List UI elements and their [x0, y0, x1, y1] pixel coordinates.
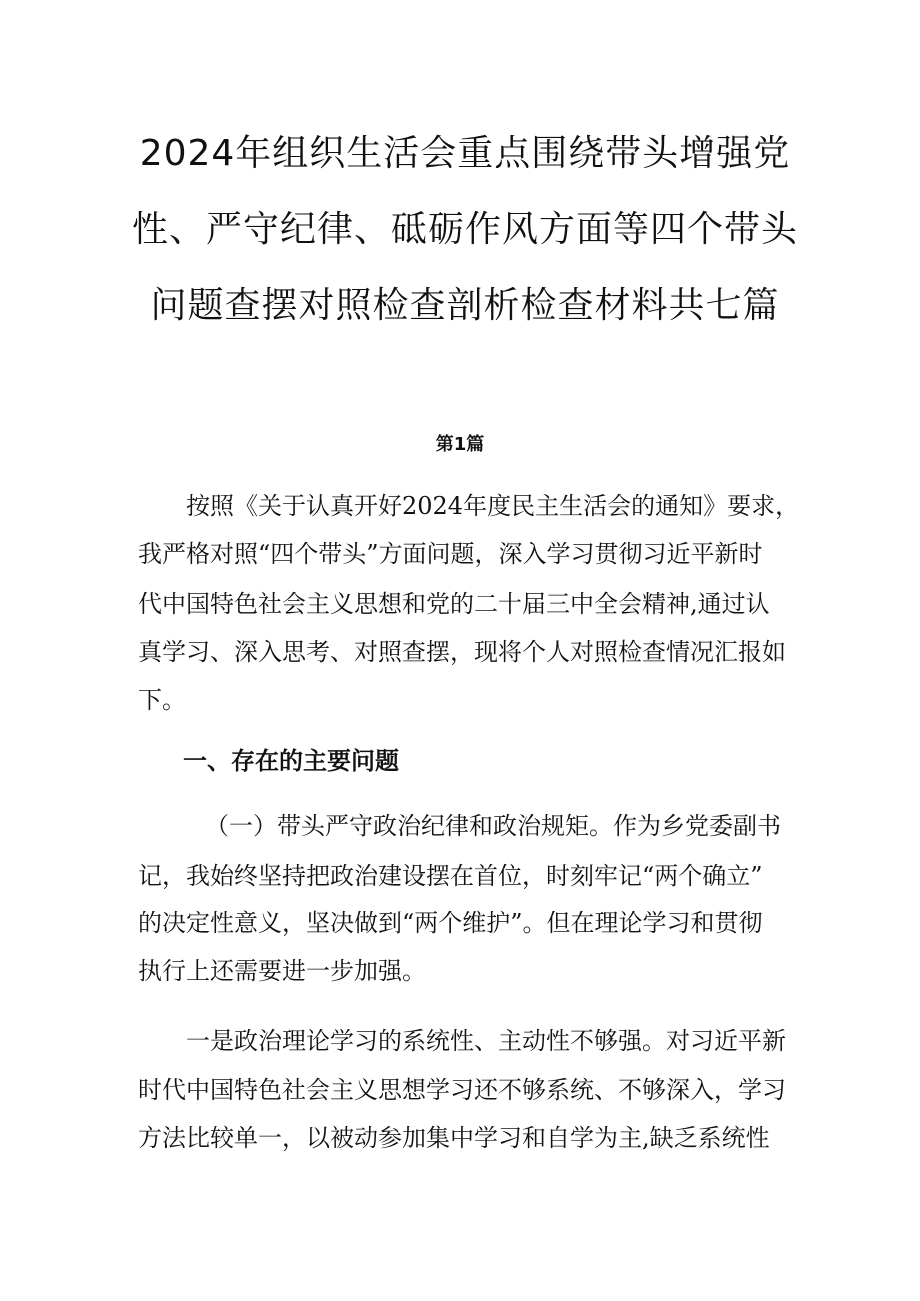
paragraph-line: 时代中国特色社会主义思想学习还不够系统、不够深入，学习 [138, 1076, 786, 1104]
document-title [120, 124, 810, 352]
section-heading: 一、存在的主要问题 [183, 747, 399, 775]
paragraph-line: （一）带头严守政治纪律和政治规矩。作为乡党委副书 [205, 812, 781, 840]
title-line: 性、严守纪律、砥砺作风方面等四个带头 [131, 209, 798, 250]
intro-line: 按照《关于认真开好2024年度民主生活会的通知》要求， [186, 492, 800, 520]
intro-line: 下。 [138, 686, 186, 714]
title-line: 问题查摆对照检查剖析检查材料共七篇 [150, 285, 780, 326]
paragraph-line: 记，我始终坚持把政治建设摆在首位，时刻牢记“两个确立” [138, 862, 763, 890]
paragraph-line: 执行上还需要进一步加强。 [138, 957, 426, 985]
title-line: 2024年组织生活会重点围绕带头增强党 [139, 133, 791, 174]
paragraph-line: 的决定性意义，坚决做到“两个维护”。但在理论学习和贯彻 [138, 909, 763, 937]
paragraph-line: 一是政治理论学习的系统性、主动性不够强。对习近平新 [186, 1027, 786, 1055]
intro-line: 代中国特色社会主义思想和党的二十届三中全会精神,通过认 [138, 590, 770, 618]
intro-line: 我严格对照“四个带头”方面问题，深入学习贯彻习近平新时 [138, 540, 763, 568]
paragraph-line: 方法比较单一，以被动参加集中学习和自学为主,缺乏系统性 [138, 1124, 770, 1152]
intro-line: 真学习、深入思考、对照查摆，现将个人对照检查情况汇报如 [138, 638, 786, 666]
chapter-label: 第1篇 [435, 434, 485, 455]
